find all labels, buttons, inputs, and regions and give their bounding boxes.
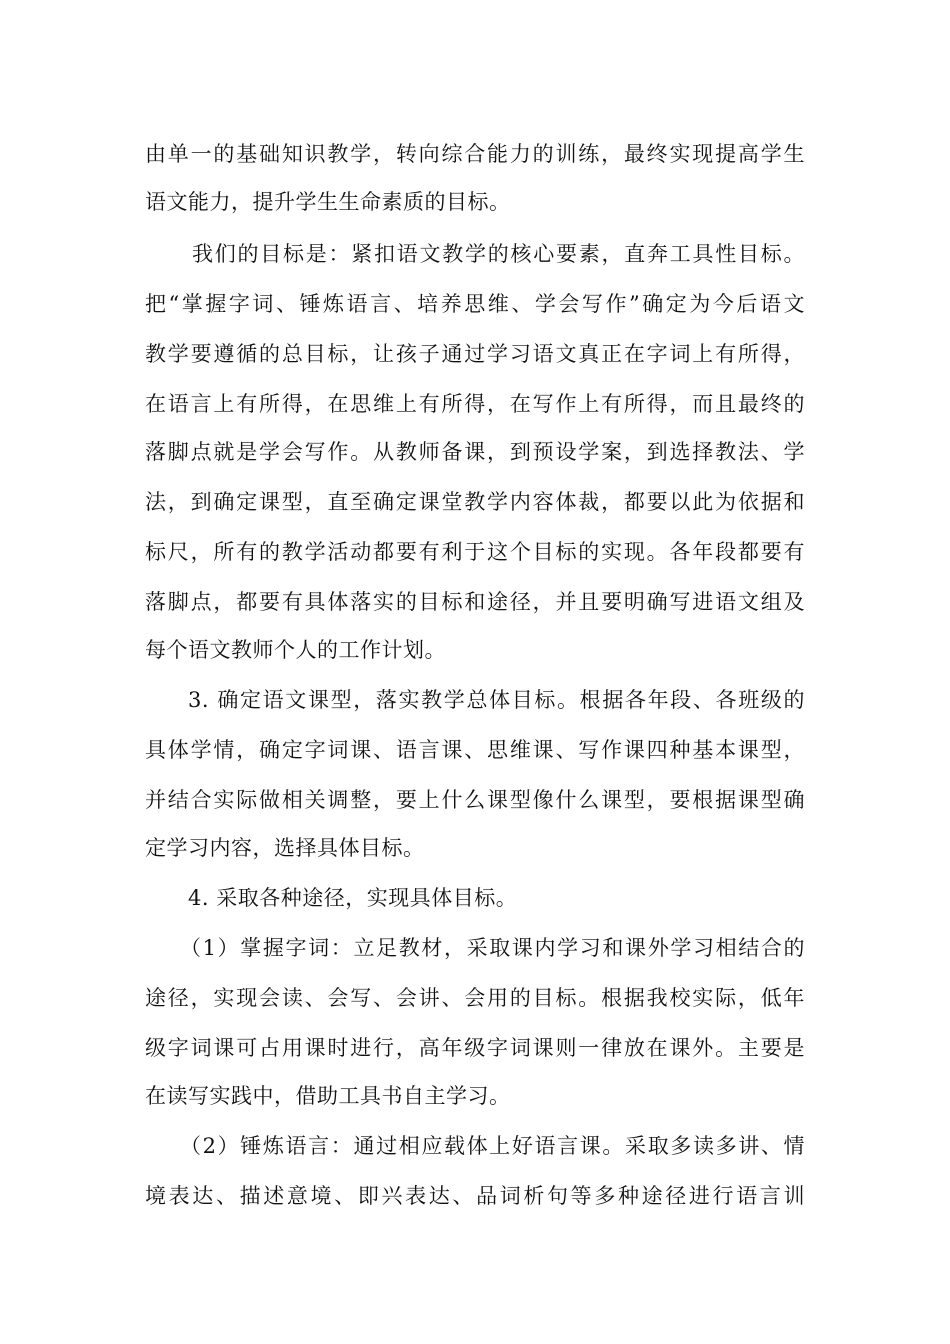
text-line: 定学习内容，选择具体目标。: [145, 836, 425, 860]
text-line: 教学要遵循的总目标，让孩子通过学习语文真正在字词上有所得，: [145, 342, 805, 366]
text-line: 每个语文教师个人的工作计划。: [145, 638, 446, 662]
text-line: 境表达、描述意境、即兴表达、品词析句等多种途径进行语言训: [145, 1184, 805, 1208]
text-line: 途径，实现会读、会写、会讲、会用的目标。根据我校实际，低年: [145, 986, 805, 1010]
text-line: 法，到确定课型，直至确定课堂教学内容体裁，都要以此为依据和: [145, 490, 805, 514]
sub-item-1: （1）掌握字词：立足教材，采取课内学习和课外学习相结合的: [180, 936, 805, 960]
text-line: 语文能力，提升学生生命素质的目标。: [145, 190, 511, 214]
text-line: 标尺，所有的教学活动都要有利于这个目标的实现。各年段都要有: [145, 540, 805, 564]
text-line: 具体学情，确定字词课、语言课、思维课、写作课四种基本课型，: [145, 738, 805, 762]
text-line: 在语言上有所得，在思维上有所得，在写作上有所得，而且最终的: [145, 392, 805, 416]
text-line: 在读写实践中，借助工具书自主学习。: [145, 1084, 511, 1108]
text-line: 并结合实际做相关调整，要上什么课型像什么课型，要根据课型确: [145, 788, 805, 812]
text-line: 把“掌握字词、锤炼语言、培养思维、学会写作”确定为今后语文: [145, 292, 805, 316]
text-line: 落脚点就是学会写作。从教师备课，到预设学案，到选择教法、学: [145, 440, 805, 464]
text-line: 由单一的基础知识教学，转向综合能力的训练，最终实现提高学生: [145, 142, 805, 166]
paragraph-first-line: 我们的目标是：紧扣语文教学的核心要素，直奔工具性目标。: [192, 242, 805, 266]
sub-item-2: （2）锤炼语言：通过相应载体上好语言课。采取多读多讲、情: [180, 1134, 805, 1158]
text-line: 级字词课可占用课时进行，高年级字词课则一律放在课外。主要是: [145, 1036, 805, 1060]
text-line: 落脚点，都要有具体落实的目标和途径，并且要明确写进语文组及: [145, 590, 805, 614]
numbered-item-4: 4. 采取各种途径，实现具体目标。: [188, 886, 518, 910]
numbered-item-3: 3. 确定语文课型，落实教学总体目标。根据各年段、各班级的: [188, 688, 805, 712]
